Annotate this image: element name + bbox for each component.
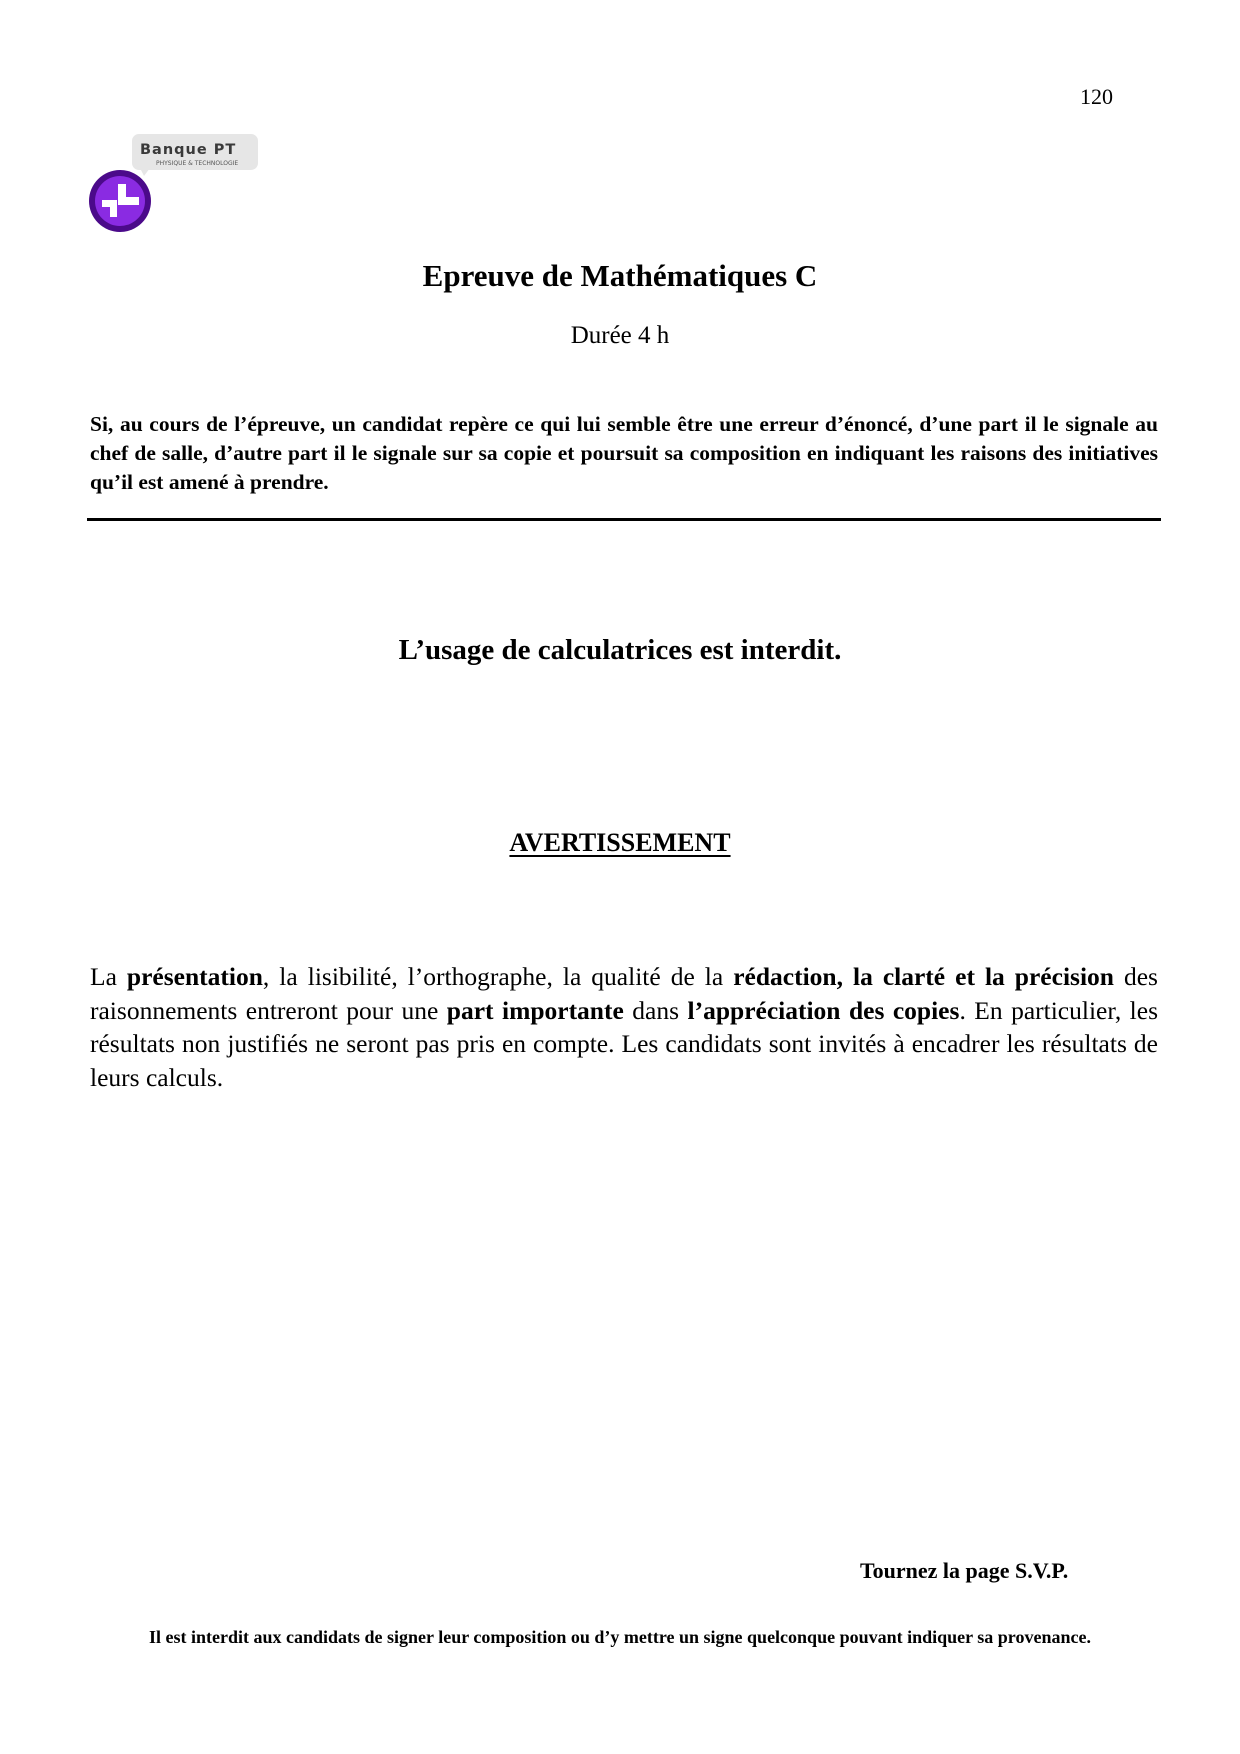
exam-duration: Durée 4 h — [570, 322, 670, 349]
warning-segment-bold: l’appréciation des copies — [687, 995, 960, 1025]
warning-segment: La — [90, 962, 127, 991]
warning-segment: des raisonnements entreront pour une — [90, 962, 1158, 1025]
svg-text:Banque PT: Banque PT — [140, 142, 237, 158]
horizontal-rule — [87, 518, 1161, 521]
warning-segment-bold: part importante — [446, 995, 624, 1025]
exam-title: Epreuve de Mathématiques C — [422, 258, 818, 293]
warning-segment: . En particulier, les résultats non justifiés ne seront pas pris en compte. Les candidats sont invités à encadrer les résultats de leurs calculs. — [90, 995, 1158, 1092]
warning-segment: , la lisibilité, l’orthographe, la qualité de la — [262, 962, 734, 991]
warning-heading-text: AVERTISSEMENT — [509, 828, 731, 857]
page-number: 120 — [1080, 84, 1113, 109]
banque-pt-logo — [88, 134, 268, 234]
warning-segment-bold: rédaction, la clarté et la précision — [733, 962, 1114, 991]
warning-segment-bold: présentation — [126, 962, 263, 991]
warning-segment: dans — [623, 995, 688, 1025]
warning-heading — [0, 828, 1240, 858]
calculator-rule: L’usage de calculatrices est interdit. — [398, 634, 842, 666]
warning-body — [90, 960, 1158, 1094]
error-notice: Si, au cours de l’épreuve, un candidat repère ce qui lui semble être une erreur d’énoncé, d’une part il le signale au chef de salle, d’autre part il le signale sur sa copie et poursuit sa composition en indiquant les raisons des initiatives qu’il est amené à prendre. — [90, 412, 1158, 494]
turn-page-note: Tournez la page S.V.P. — [860, 1558, 1069, 1583]
svg-text:PHYSIQUE & TECHNOLOGIE: PHYSIQUE & TECHNOLOGIE — [156, 160, 239, 167]
signature-notice: Il est interdit aux candidats de signer leur composition ou d’y mettre un signe quelconque pouvant indiquer sa provenance. — [149, 1627, 1091, 1647]
